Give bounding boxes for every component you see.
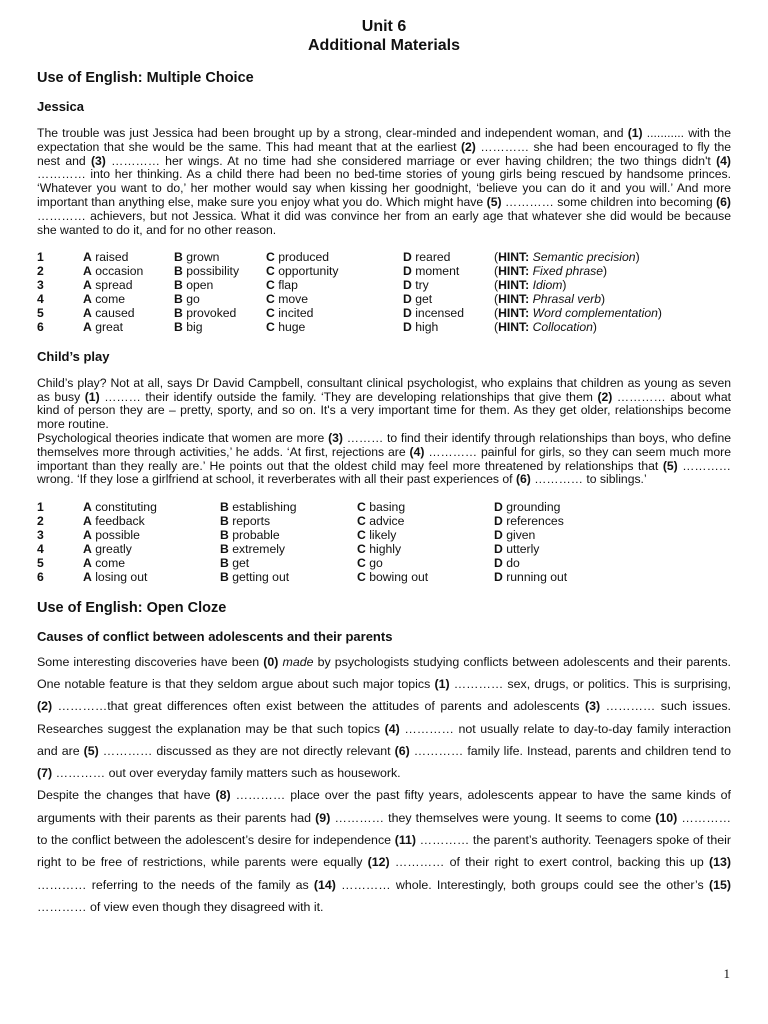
hint-paren: ) — [635, 250, 640, 265]
example-answer: made — [282, 654, 314, 669]
option-letter: D — [403, 319, 412, 334]
gap-number: (6) — [515, 472, 531, 487]
option-letter: D — [494, 569, 503, 584]
option-text-c: basing — [369, 500, 406, 515]
jessica-paragraph — [37, 127, 731, 237]
text-title-childs-play: Child’s play — [37, 348, 110, 364]
option-letter: B — [174, 250, 183, 265]
gap-number: (11) — [394, 833, 417, 847]
text-run: The trouble was just Jessica had been brought up by a strong, clear-minded and independent woman, and — [37, 126, 628, 140]
option-row — [37, 293, 662, 307]
option-b — [174, 321, 266, 335]
option-letter: C — [266, 306, 275, 320]
option-letter: D — [494, 500, 503, 515]
option-a — [83, 515, 220, 529]
hint-paren: ) — [601, 292, 606, 307]
question-number-cell — [37, 529, 83, 543]
text-run: Child’s play? Not at all, says Dr David Campbell, consultant clinical psychologist, who explains that children as young as seven as busy — [37, 375, 731, 404]
hint-label: HINT: — [498, 264, 530, 279]
gap-number: (9) — [315, 810, 331, 825]
gap-number: (10) — [655, 810, 678, 825]
hint-label: HINT: — [498, 292, 530, 307]
option-letter: B — [174, 264, 183, 279]
hint-text: Fixed phrase — [532, 264, 604, 279]
option-letter: B — [220, 500, 229, 515]
option-letter: A — [83, 541, 92, 556]
option-letter: B — [220, 528, 229, 542]
hint-text: Idiom — [532, 278, 563, 293]
hint-paren: ( — [494, 250, 499, 265]
option-a — [83, 571, 220, 585]
gap-number: (2) — [597, 389, 613, 404]
option-b — [220, 557, 357, 571]
option-a — [83, 557, 220, 571]
text-run: ………… out over everyday family matters such as housework. — [52, 766, 401, 781]
option-row — [37, 571, 567, 585]
option-letter: A — [83, 264, 92, 279]
option-text-b: grown — [186, 250, 220, 265]
option-row — [37, 543, 567, 557]
option-a — [83, 251, 174, 265]
option-text-d: try — [415, 278, 429, 293]
option-row — [37, 557, 567, 571]
text-run: ………… they themselves were young. It seems to come — [330, 810, 656, 825]
option-text-b: probable — [232, 528, 280, 542]
option-c — [357, 543, 494, 557]
option-text-b: big — [186, 319, 203, 334]
option-letter: C — [357, 541, 366, 556]
option-letter: D — [494, 528, 503, 542]
text-run: ………… sex, drugs, or politics. This is surprising, — [449, 676, 731, 691]
option-letter: C — [357, 528, 366, 542]
text-run: ………… to the conflict between the adolescent’s desire for independence — [37, 810, 731, 847]
gap-number: (12) — [367, 855, 390, 870]
hint-text: Semantic precision — [532, 250, 636, 265]
option-d — [403, 307, 494, 321]
option-d — [403, 279, 494, 293]
option-text-d: utterly — [506, 541, 540, 556]
text-run: ………… her wings. At no time had she considered marriage or ever having children; the two things didn't — [105, 153, 717, 168]
option-letter: A — [83, 319, 92, 334]
option-d — [494, 515, 567, 529]
gap-number: (2) — [37, 699, 53, 714]
text-run: ………… whole. Interestingly, both groups could see the other’s — [335, 877, 709, 892]
option-text-c: incited — [278, 306, 314, 320]
hint-paren: ( — [494, 292, 499, 307]
option-text-a: constituting — [95, 500, 157, 515]
option-a — [83, 543, 220, 557]
section-heading-multiple-choice: Use of English: Multiple Choice — [37, 70, 254, 86]
option-letter: A — [83, 500, 92, 515]
childs-play-paragraphs — [37, 377, 731, 487]
option-text-a: spread — [95, 278, 133, 293]
option-text-b: possibility — [186, 264, 240, 279]
option-letter: C — [357, 555, 366, 570]
gap-number: (5) — [662, 458, 678, 473]
option-letter: B — [174, 306, 183, 320]
option-c — [266, 279, 403, 293]
gap-number: (7) — [37, 766, 53, 781]
option-c — [357, 515, 494, 529]
option-text-a: feedback — [95, 514, 145, 529]
question-number-cell — [37, 571, 83, 585]
option-d — [494, 529, 567, 543]
option-letter: D — [403, 264, 412, 279]
page-number: 1 — [723, 966, 730, 981]
option-text-a: greatly — [95, 541, 132, 556]
hint-label: HINT: — [498, 319, 530, 334]
option-letter: D — [403, 278, 412, 293]
option-letter: A — [83, 555, 92, 570]
option-d — [494, 543, 567, 557]
option-text-d: reared — [415, 250, 451, 265]
option-row — [37, 321, 662, 335]
question-number-cell — [37, 321, 83, 335]
option-letter: A — [83, 292, 92, 307]
gap-number: (1) — [434, 676, 450, 691]
text-run: ……… to find their identify through relationships than boys, who define themselves more through activities,’ he adds. ‘At first, rejections are — [37, 431, 732, 459]
cloze-text-title: Causes of conflict between adolescents and their parents — [37, 628, 393, 644]
option-a — [83, 265, 174, 279]
option-text-c: likely — [369, 528, 397, 542]
option-text-c: highly — [369, 541, 402, 556]
gap-number: (3) — [328, 431, 343, 445]
hint-paren: ) — [592, 319, 597, 334]
hint-paren: ) — [657, 306, 662, 320]
gap-number: (6) — [716, 194, 731, 209]
question-number-cell — [37, 557, 83, 571]
text-run: ………… such issues. Researches suggest the explanation may be that such topics — [37, 699, 731, 736]
option-letter: B — [220, 569, 229, 584]
option-c — [357, 529, 494, 543]
option-row — [37, 307, 662, 321]
hint-label: HINT: — [498, 306, 530, 320]
option-b — [174, 265, 266, 279]
option-text-b: getting out — [232, 569, 290, 584]
question-number: 2 — [37, 514, 44, 529]
option-letter: C — [266, 292, 275, 307]
text-run: Psychological theories indicate that women are more — [37, 431, 329, 445]
option-text-a: raised — [95, 250, 129, 265]
option-a — [83, 501, 220, 515]
text-run: ........... with the expectation that she would be the same. This had meant that at the earliest — [37, 126, 731, 154]
option-text-a: caused — [95, 306, 135, 320]
option-letter: A — [83, 528, 92, 542]
option-letter: A — [83, 250, 92, 265]
option-text-d: running out — [506, 569, 568, 584]
question-number-cell — [37, 279, 83, 293]
option-a — [83, 321, 174, 335]
text-run: ………… family life. Instead, parents and children tend to — [409, 743, 731, 758]
option-b — [174, 251, 266, 265]
text-run: ………… about what kind of person they are – pretty, sporty, and so on. It's a very important time for them. As they get older, relationships become more routine. — [37, 389, 732, 432]
text-run: ………… achievers, but not Jessica. What it did was convince her from an early age that whatever she did would be because she wanted to do it, and for no other reason. — [37, 208, 731, 237]
gap-number: (6) — [394, 743, 410, 758]
option-letter: C — [266, 278, 275, 293]
option-text-b: get — [232, 555, 250, 570]
childs-play-options-table — [37, 501, 567, 584]
cloze-paragraphs — [37, 651, 731, 919]
jessica-options-table — [37, 251, 662, 334]
gap-number: (14) — [313, 877, 336, 892]
text-run: ………… to siblings.’ — [530, 472, 647, 487]
text-run: Some interesting discoveries have been — [37, 654, 264, 669]
question-number-cell — [37, 501, 83, 515]
option-text-c: huge — [278, 319, 306, 334]
hint-paren: ) — [603, 264, 608, 279]
option-letter: D — [403, 292, 412, 307]
option-text-c: advice — [369, 514, 405, 529]
option-c — [266, 321, 403, 335]
text-run: ……… their identify outside the family. ‘They are developing relationships that give them — [99, 389, 598, 404]
gap-number: (3) — [585, 699, 601, 714]
option-c — [357, 501, 494, 515]
option-text-d: given — [506, 528, 536, 542]
option-d — [494, 501, 567, 515]
option-d — [403, 321, 494, 335]
option-letter: D — [403, 250, 412, 265]
text-run: ………… painful for girls, so they can seem much more important than they really are.’ He points out that the oldest child may feel more threatened by relationships that — [37, 444, 731, 473]
option-letter: A — [83, 306, 92, 320]
hint-paren: ) — [562, 278, 567, 293]
text-run: Despite the changes that have — [37, 788, 216, 803]
option-letter: C — [266, 250, 275, 265]
option-letter: C — [266, 264, 275, 279]
option-text-d: get — [415, 292, 433, 307]
unit-title: Unit 6 — [361, 18, 407, 35]
option-letter: B — [220, 514, 229, 529]
question-number-cell — [37, 515, 83, 529]
text-run: ………… of view even though they disagreed with it. — [37, 899, 324, 914]
option-letter: C — [357, 514, 366, 529]
option-text-d: incensed — [415, 306, 464, 320]
gap-number: (3) — [90, 153, 106, 168]
option-b — [220, 515, 357, 529]
question-number: 4 — [37, 292, 44, 307]
question-number: 3 — [37, 528, 44, 542]
option-c — [266, 307, 403, 321]
hint-paren: ( — [494, 264, 499, 279]
option-d — [494, 571, 567, 585]
hint-paren: ( — [494, 306, 499, 320]
option-text-c: bowing out — [369, 569, 429, 584]
gap-number: (5) — [486, 194, 502, 209]
text-run: ………… referring to the needs of the family as — [37, 877, 314, 892]
gap-number: (4) — [384, 721, 400, 736]
gap-number: (1) — [84, 389, 100, 404]
option-text-b: establishing — [232, 500, 297, 515]
question-number: 1 — [37, 500, 44, 515]
option-b — [174, 307, 266, 321]
option-b — [220, 543, 357, 557]
hint-cell — [494, 265, 662, 279]
option-text-a: losing out — [95, 569, 148, 584]
option-text-b: extremely — [232, 541, 286, 556]
option-d — [403, 293, 494, 307]
hint-text: Phrasal verb — [532, 292, 602, 307]
question-number-cell — [37, 265, 83, 279]
option-b — [174, 293, 266, 307]
text-run: ………… not usually relate to day-to-day family interaction and are — [37, 721, 732, 758]
question-number-cell — [37, 293, 83, 307]
option-a — [83, 307, 174, 321]
option-text-a: come — [95, 555, 126, 570]
option-letter: B — [220, 541, 229, 556]
hint-cell — [494, 307, 662, 321]
option-d — [494, 557, 567, 571]
hint-label: HINT: — [498, 250, 530, 265]
question-number: 5 — [37, 555, 44, 570]
option-b — [174, 279, 266, 293]
hint-label: HINT: — [498, 278, 530, 293]
question-number: 4 — [37, 541, 44, 556]
option-text-b: reports — [232, 514, 271, 529]
option-text-a: come — [95, 292, 126, 307]
hint-cell — [494, 279, 662, 293]
option-text-a: great — [95, 319, 123, 334]
gap-number: (0) — [263, 654, 279, 669]
option-c — [266, 251, 403, 265]
option-b — [220, 571, 357, 585]
text-run: ………… she had been encouraged to fly the nest and — [37, 139, 732, 168]
question-number: 1 — [37, 250, 44, 265]
question-number: 6 — [37, 319, 44, 334]
option-text-b: open — [186, 278, 214, 293]
option-letter: B — [174, 292, 183, 307]
option-text-d: grounding — [506, 500, 561, 515]
text-run: ………… place over the past fifty years, adolescents appear to have the same kinds of arguments with their parents as their parents had — [37, 788, 731, 825]
hint-cell — [494, 321, 662, 335]
gap-number: (4) — [716, 153, 731, 168]
option-text-d: moment — [415, 264, 460, 279]
hint-cell — [494, 251, 662, 265]
gap-number: (8) — [215, 788, 231, 803]
option-text-c: produced — [278, 250, 330, 265]
gap-number: (5) — [83, 743, 99, 758]
gap-number: (2) — [460, 139, 476, 154]
option-text-c: opportunity — [278, 264, 339, 279]
option-row — [37, 501, 567, 515]
option-text-b: go — [186, 292, 200, 307]
option-c — [357, 557, 494, 571]
gap-number: (4) — [409, 444, 425, 459]
option-row — [37, 265, 662, 279]
question-number: 6 — [37, 569, 44, 584]
option-c — [357, 571, 494, 585]
option-letter: B — [174, 319, 183, 334]
option-d — [403, 265, 494, 279]
question-number-cell — [37, 543, 83, 557]
text-run: …………that great differences often exist between the attitudes of parents and adolescents — [52, 699, 586, 714]
option-letter: D — [403, 306, 412, 320]
gap-number: (15) — [708, 877, 731, 892]
option-text-d: high — [415, 319, 439, 334]
question-number: 3 — [37, 278, 44, 293]
option-letter: A — [83, 278, 92, 293]
option-c — [266, 293, 403, 307]
text-title-jessica: Jessica — [37, 99, 84, 114]
gap-number: (1) — [627, 126, 643, 140]
document-subtitle: Additional Materials — [307, 37, 461, 54]
option-text-a: possible — [95, 528, 140, 542]
option-letter: B — [220, 555, 229, 570]
text-run: ………… of their right to exert control, backing this up — [389, 855, 709, 870]
text-run: ………… discussed as they are not directly relevant — [98, 743, 395, 758]
option-a — [83, 279, 174, 293]
hint-paren: ( — [494, 278, 499, 293]
option-letter: C — [357, 569, 366, 584]
option-text-d: do — [506, 555, 520, 570]
option-letter: C — [266, 319, 275, 334]
text-run: ………… some children into becoming — [501, 194, 717, 209]
hint-cell — [494, 293, 662, 307]
question-number: 2 — [37, 264, 44, 279]
hint-text: Word complementation — [532, 306, 658, 320]
gap-number: (13) — [708, 855, 731, 870]
text-run: ………… into her thinking. As a child there had been no bed-time stories of young girls being rescued by handsome princes. ‘Whatever you want to do,’ her mother would say when kissing her goodnight, ‘believe you can do it and you will.’ And more important than anything else, make sure you enjoy what you do. Which might have — [37, 167, 731, 209]
text-run: ………… the parent’s authority. Teenagers spoke of their right to be free of restrictions, while parents were equally — [37, 833, 731, 870]
section-heading-open-cloze: Use of English: Open Cloze — [37, 599, 227, 616]
question-number: 5 — [37, 306, 44, 320]
option-d — [403, 251, 494, 265]
text-run: by psychologists studying conflicts between adolescents and their parents. One notable feature is that they seldom argue about such major topics — [37, 654, 731, 691]
option-c — [266, 265, 403, 279]
option-text-d: references — [506, 514, 564, 529]
option-letter: D — [494, 514, 503, 529]
question-number-cell — [37, 251, 83, 265]
option-text-c: go — [369, 555, 383, 570]
option-letter: C — [357, 500, 366, 515]
option-row — [37, 529, 567, 543]
option-letter: A — [83, 514, 92, 529]
option-text-b: provoked — [186, 306, 237, 320]
option-b — [220, 529, 357, 543]
option-text-c: flap — [278, 278, 298, 293]
option-letter: D — [494, 541, 503, 556]
option-text-a: occasion — [95, 264, 144, 279]
option-b — [220, 501, 357, 515]
question-number-cell — [37, 307, 83, 321]
option-text-c: move — [278, 292, 309, 307]
hint-paren: ( — [494, 319, 499, 334]
text-run: ………… wrong. ‘If they lose a girlfriend at school, it reverberates with all their past experiences of — [37, 458, 731, 487]
option-a — [83, 529, 220, 543]
option-letter: A — [83, 569, 92, 584]
option-row — [37, 515, 567, 529]
option-row — [37, 251, 662, 265]
option-letter: D — [494, 555, 503, 570]
option-a — [83, 293, 174, 307]
option-letter: B — [174, 278, 183, 293]
hint-text: Collocation — [532, 319, 593, 334]
option-row — [37, 279, 662, 293]
